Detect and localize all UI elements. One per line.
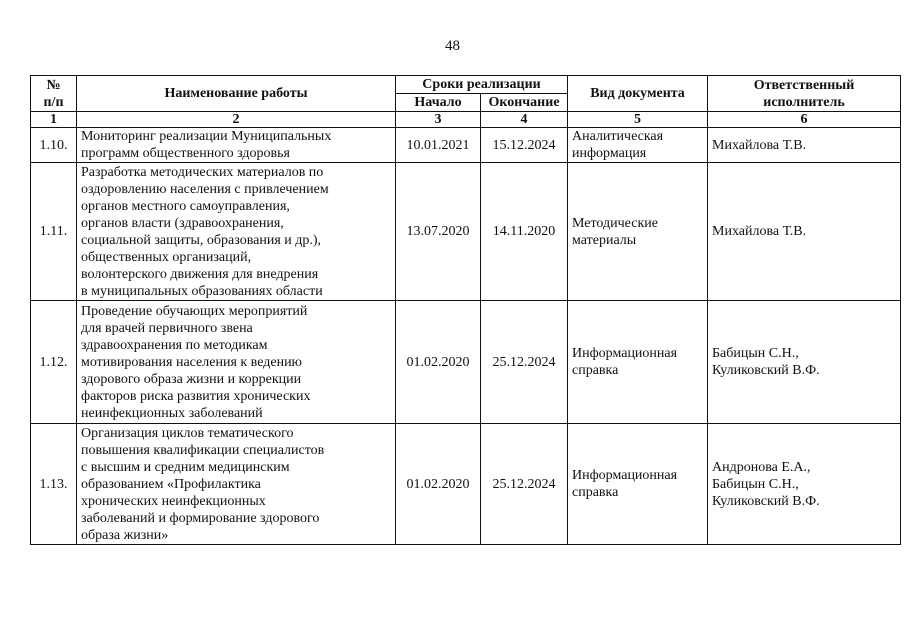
end-date: 14.11.2020: [481, 163, 568, 301]
page-number: 48: [445, 38, 460, 54]
row-number: 1.12.: [31, 301, 77, 424]
document-type: Методические материалы: [568, 163, 708, 301]
header-num: № п/п: [31, 76, 77, 112]
table-row: [31, 128, 901, 163]
column-number: 5: [568, 112, 708, 128]
header-terms: Сроки реализации: [396, 76, 568, 94]
column-number-row: [31, 112, 901, 128]
start-date: 01.02.2020: [396, 424, 481, 545]
header-row: [31, 76, 901, 94]
work-plan-table: [30, 75, 901, 545]
table-row: [31, 301, 901, 424]
column-number: 3: [396, 112, 481, 128]
end-date: 25.12.2024: [481, 301, 568, 424]
responsible-person: Бабицын С.Н., Куликовский В.Ф.: [708, 301, 901, 424]
start-date: 13.07.2020: [396, 163, 481, 301]
end-date: 15.12.2024: [481, 128, 568, 163]
start-date: 01.02.2020: [396, 301, 481, 424]
work-name: Проведение обучающих мероприятий для врачей первичного звена здравоохранения по методикам мотивирования населения к ведению здорового образа жизни и коррекции факторов риска развития хронических неинфекционных заболеваний: [77, 301, 396, 424]
header-end: Окончание: [481, 94, 568, 112]
responsible-person: Андронова Е.А., Бабицын С.Н., Куликовский В.Ф.: [708, 424, 901, 545]
start-date: 10.01.2021: [396, 128, 481, 163]
work-name: Разработка методических материалов по оздоровлению населения с привлечением органов местного самоуправления, органов власти (здравоохранения, социальной защиты, образования и др.), общественных организаций, волонтерского движения для внедрения в муниципальных образованиях области: [77, 163, 396, 301]
table-row: [31, 163, 901, 301]
document-type: Информационная справка: [568, 301, 708, 424]
document-type: Аналитическая информация: [568, 128, 708, 163]
responsible-person: Михайлова Т.В.: [708, 128, 901, 163]
work-name: Мониторинг реализации Муниципальных программ общественного здоровья: [77, 128, 396, 163]
document-type: Информационная справка: [568, 424, 708, 545]
header-doc: Вид документа: [568, 76, 708, 112]
column-number: 4: [481, 112, 568, 128]
header-responsible: Ответственный исполнитель: [708, 76, 901, 112]
row-number: 1.11.: [31, 163, 77, 301]
column-number: 1: [31, 112, 77, 128]
row-number: 1.13.: [31, 424, 77, 545]
row-number: 1.10.: [31, 128, 77, 163]
column-number: 2: [77, 112, 396, 128]
header-name: Наименование работы: [77, 76, 396, 112]
column-number: 6: [708, 112, 901, 128]
responsible-person: Михайлова Т.В.: [708, 163, 901, 301]
end-date: 25.12.2024: [481, 424, 568, 545]
work-name: Организация циклов тематического повышения квалификации специалистов с высшим и средним медицинским образованием «Профилактика хронических неинфекционных заболеваний и формирование здорового образа жизни»: [77, 424, 396, 545]
header-start: Начало: [396, 94, 481, 112]
table-row: [31, 424, 901, 545]
